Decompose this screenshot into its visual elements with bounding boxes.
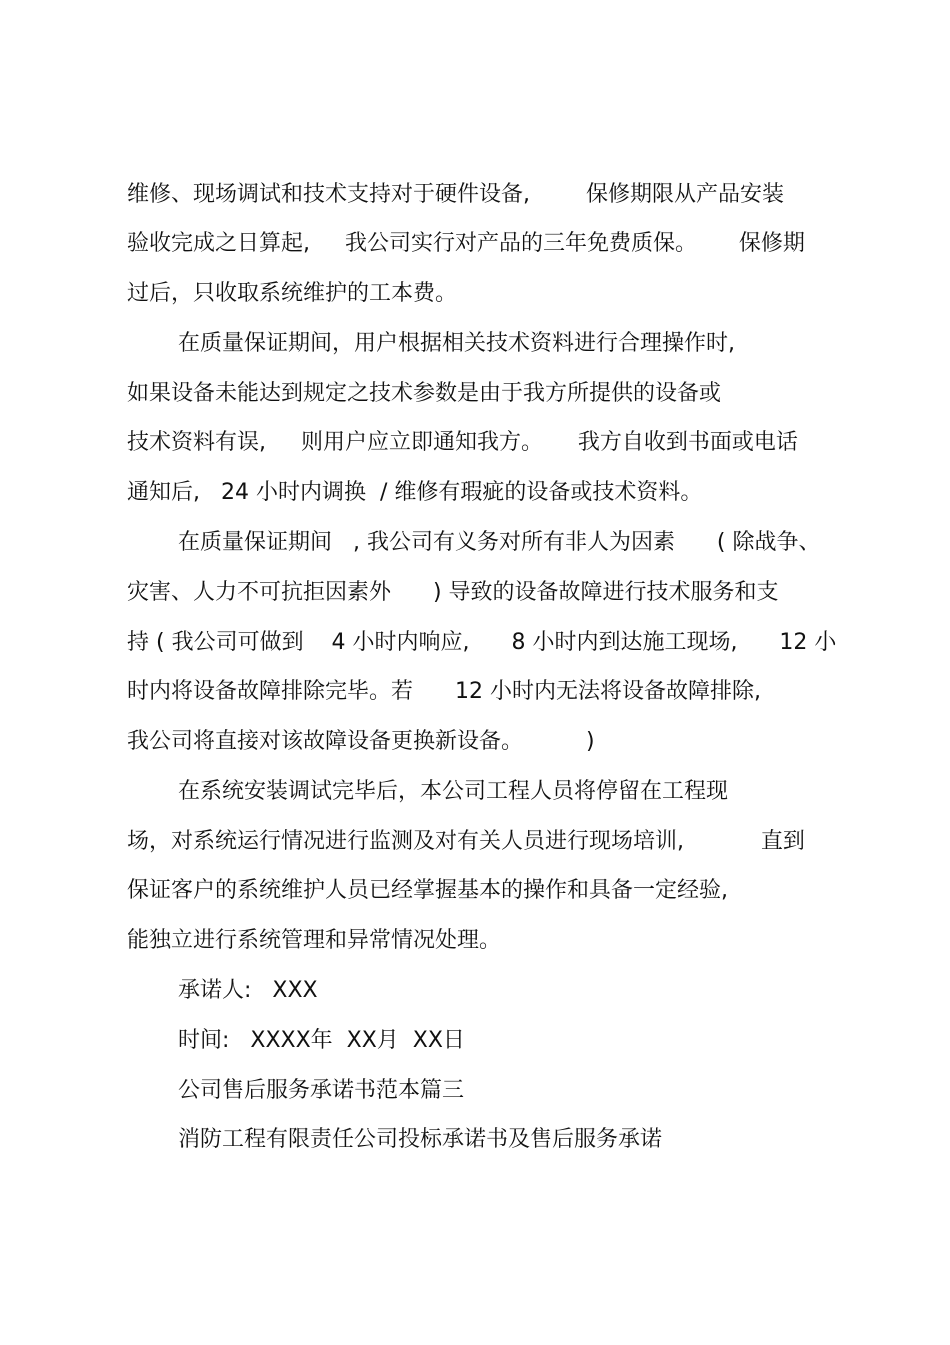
paragraph-3-line-2: 灾害、人力不可抗拒因素外 ) 导致的设备故障进行技术服务和支 [127, 580, 779, 605]
paragraph-4-line-1: 在系统安装调试完毕后，本公司工程人员将停留在工程现 [178, 779, 729, 804]
section-title: 公司售后服务承诺书范本篇三 [178, 1078, 465, 1103]
paragraph-3-line-1: 在质量保证期间 , 我公司有义务对所有非人为因素 ( 除战争、 [178, 530, 821, 555]
paragraph-2-line-3: 技术资料有误, 则用户应立即通知我方。 我方自收到书面或电话 [127, 430, 798, 455]
paragraph-3-line-5: 我公司将直接对该故障设备更换新设备。 ) [127, 729, 595, 754]
paragraph-1-line-3: 过后，只收取系统维护的工本费。 [127, 281, 458, 306]
paragraph-2-line-1: 在质量保证期间，用户根据相关技术资料进行合理操作时, [178, 331, 735, 356]
section-subtitle: 消防工程有限责任公司投标承诺书及售后服务承诺 [178, 1127, 663, 1152]
date-line: 时间: XXXX年 XX月 XX日 [178, 1028, 465, 1053]
paragraph-4-line-4: 能独立进行系统管理和异常情况处理。 [127, 928, 502, 953]
paragraph-4-line-3: 保证客户的系统维护人员已经掌握基本的操作和具备一定经验, [127, 878, 728, 903]
paragraph-1-line-1: 维修、现场调试和技术支持对于硬件设备, 保修期限从产品安装 [127, 182, 784, 207]
paragraph-2-line-2: 如果设备未能达到规定之技术参数是由于我方所提供的设备或 [127, 381, 722, 406]
paragraph-4-line-2: 场，对系统运行情况进行监测及对有关人员进行现场培训, 直到 [127, 829, 805, 854]
paragraph-3-line-4: 时内将设备故障排除完毕。若 12 小时内无法将设备故障排除, [127, 679, 761, 704]
paragraph-2-line-4: 通知后, 24 小时内调换 / 维修有瑕疵的设备或技术资料。 [127, 480, 703, 505]
signatory-line: 承诺人: XXX [178, 978, 318, 1003]
paragraph-3-line-3: 持 ( 我公司可做到 4 小时内响应, 8 小时内到达施工现场, 12 小 [127, 630, 837, 655]
paragraph-1-line-2: 验收完成之日算起, 我公司实行对产品的三年免费质保。 保修期 [127, 231, 805, 256]
